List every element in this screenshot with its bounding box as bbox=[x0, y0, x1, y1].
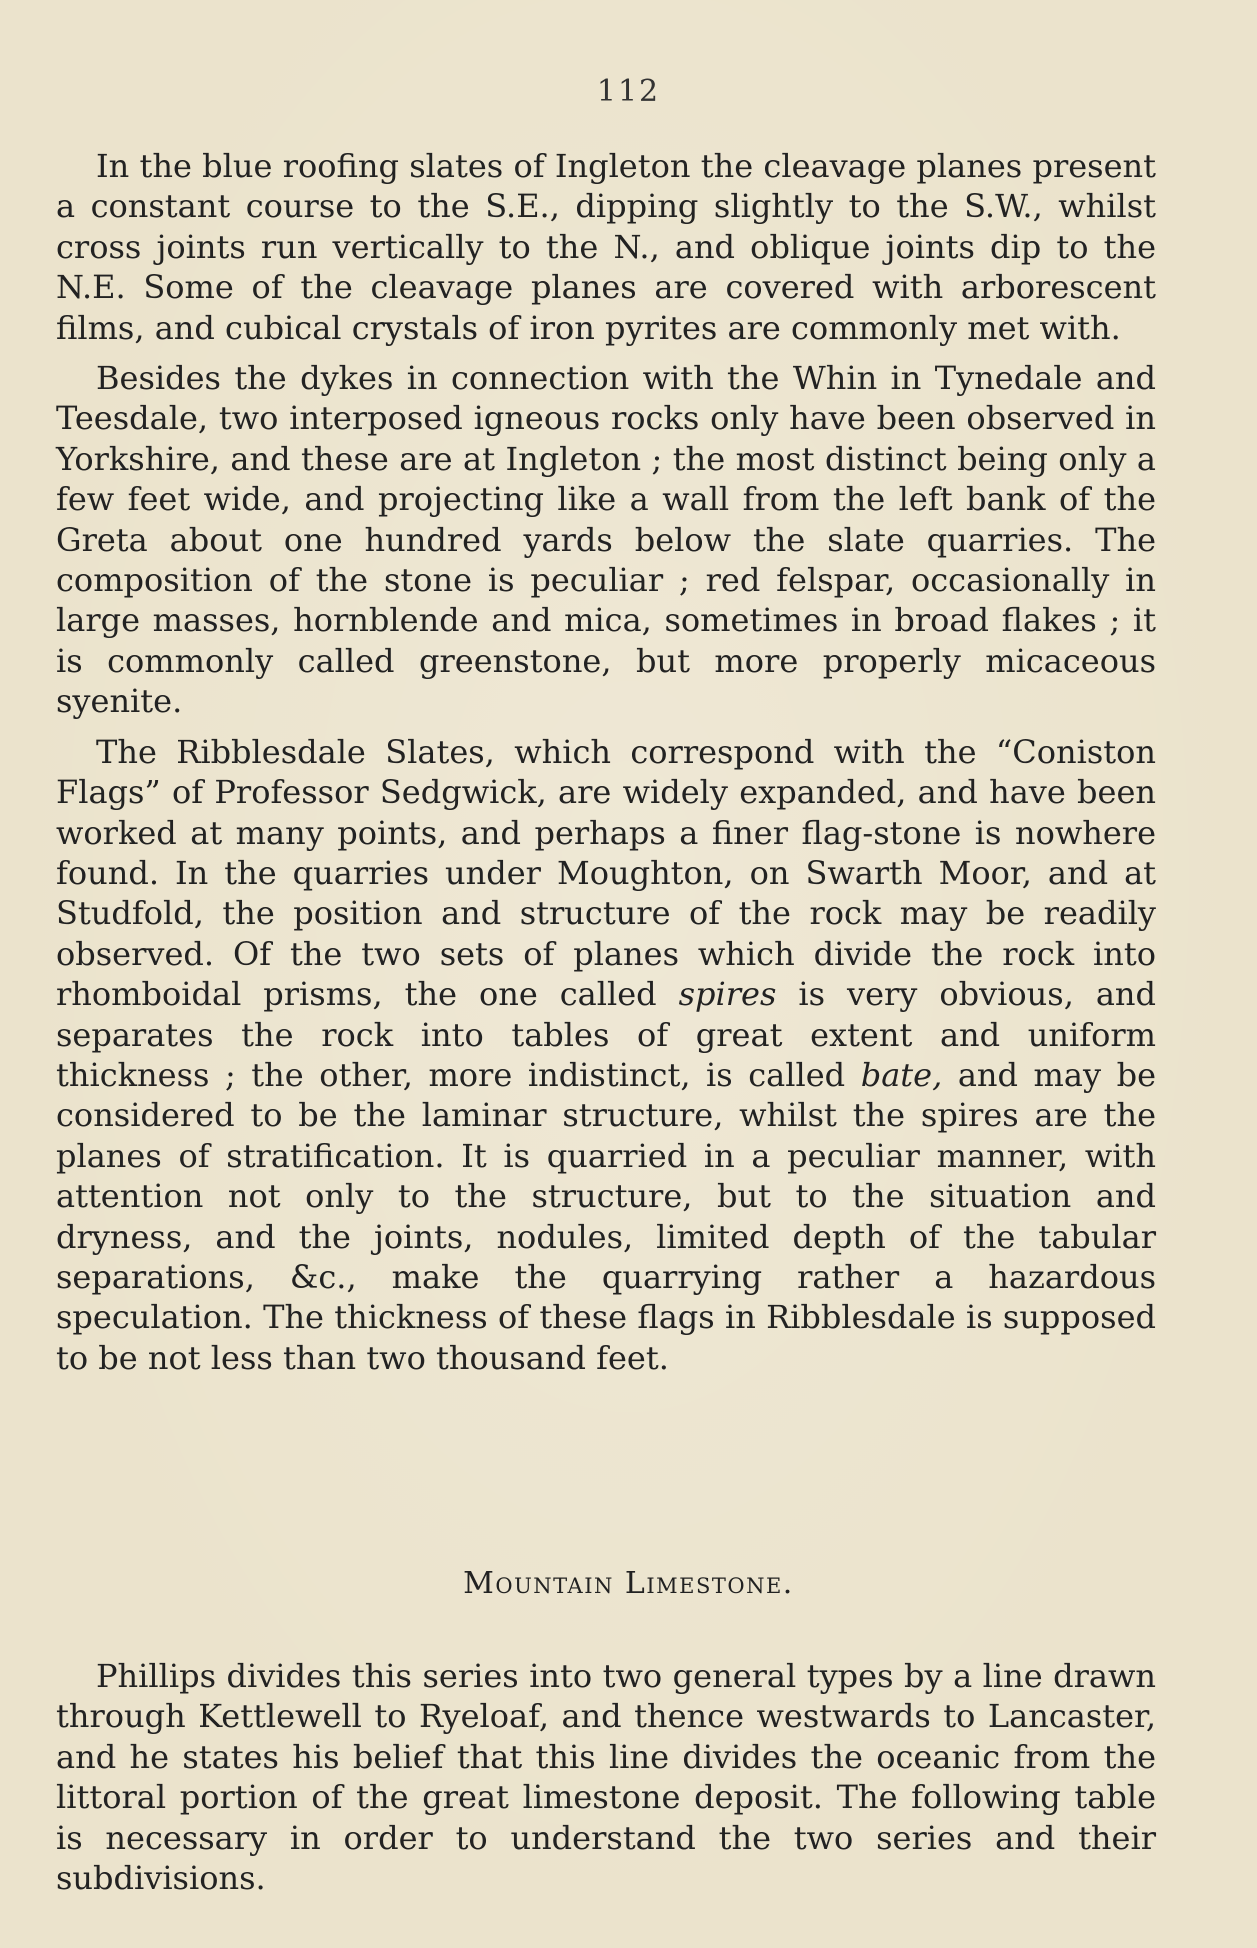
paragraph-phillips: Phillips divides this series into two general types by a line drawn through Kettlewell to Ryeloaf, and thence westwards to Lancaster, and he states his belief that this line divides the oceanic from the littoral portion of the great limestone deposit. The following table is necessary in order to understand the two series and their subdivisions. bbox=[56, 1657, 1156, 1898]
page-number: 112 bbox=[596, 74, 661, 109]
italic-term-bate: bate, bbox=[860, 1055, 943, 1094]
paragraph-text-part: is very obvious, and separates the rock into tables of great extent and uniform thickness ; the other, more indistinct, is called bbox=[56, 975, 1157, 1094]
paragraph-ribblesdale-slates bbox=[56, 732, 1156, 1379]
paragraph-igneous-rocks: Besides the dykes in connection with the Whin in Tynedale and Teesdale, two interposed igneous rocks only have been observed in Yorkshire, and these are at Ingleton ; the most distinct being only a few feet wide, and projecting like a wall from the left bank of the Greta about one hundred yards below the slate quarries. The composition of the stone is peculiar ; red felspar, occasionally in large masses, hornblende and mica, sometimes in broad flakes ; it is commonly called greenstone, but more properly micaceous syenite. bbox=[56, 359, 1156, 721]
paragraph-roofing-slates: In the blue roofing slates of Ingleton the cleavage planes present a constant course to the S.E., dipping slightly to the S.W., whilst cross joints run vertically to the N., and oblique joints dip to the N.E. Some of the cleavage planes are covered with arborescent films, and cubical crystals of iron pyrites are commonly met with. bbox=[56, 147, 1156, 347]
body-text-lower bbox=[56, 1656, 1156, 1908]
paragraph-text-part: The Ribblesdale Slates, which correspond with the “Coniston Flags” of Professor Sedgwick, are widely expanded, and have been worked at many points, and perhaps a finer flag-stone is nowhere found. In the quarries under Moughton, on Swarth Moor, and at Studfold, the position and structure of the rock may be readily observed. Of the two sets of planes which divide the rock into rhomboidal prisms, the one called bbox=[56, 732, 1156, 1014]
body-text-upper bbox=[56, 146, 1156, 1388]
paragraph-text-part: and may be considered to be the laminar structure, whilst the spires are the planes of stratification. It is quarried in a peculiar manner, with attention not only to the structure, but to the situation and dryness, and the joints, nodules, limited depth of the tabular separations, &c., make the quarrying rather a hazardous speculation. The thickness of these flags in Ribblesdale is supposed to be not less than two thousand feet. bbox=[56, 1055, 1157, 1377]
italic-term-spires: spires bbox=[678, 975, 777, 1014]
section-heading: Mountain Limestone. bbox=[463, 1566, 794, 1601]
